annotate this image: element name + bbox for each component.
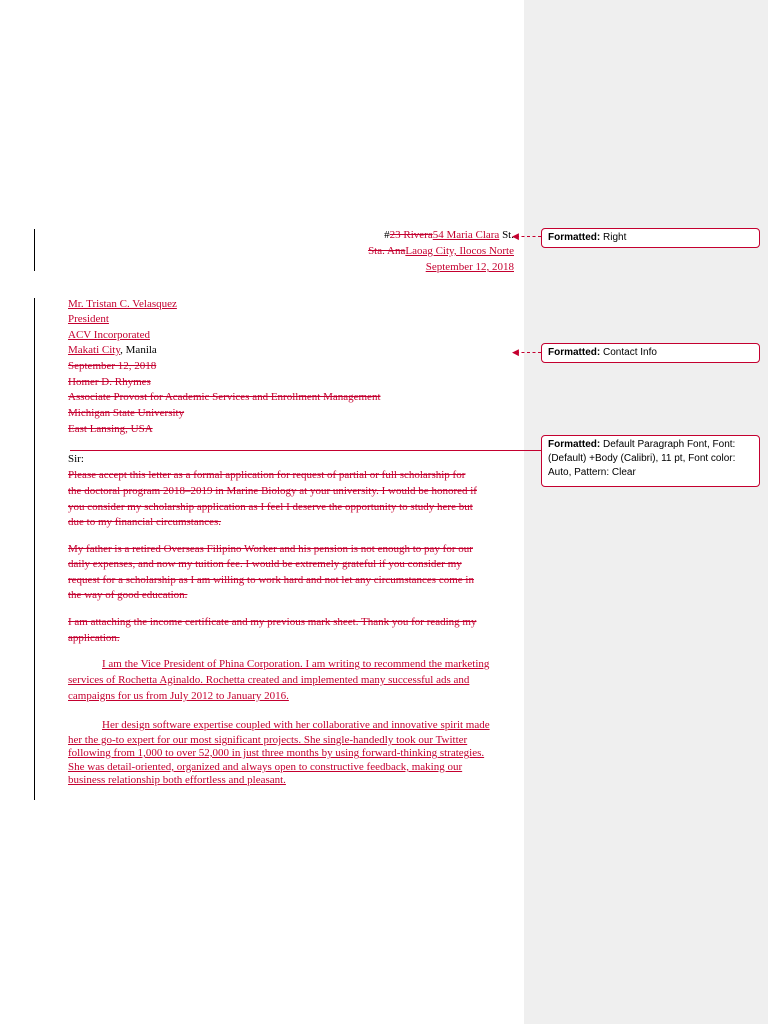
inserted-paragraph-line: I am the Vice President of Phina Corporation. I am writing to recommend the marketing xyxy=(102,658,490,670)
anchor-arrow-icon: ◀ xyxy=(512,231,519,241)
deleted-recipient-city: East Lansing, USA xyxy=(68,423,153,435)
deleted-paragraph-line: you consider my scholarship application as I feel I deserve the opportunity to study here but xyxy=(68,501,473,513)
deleted-recipient-name: Homer D. Rhymes xyxy=(68,376,151,388)
deleted-recipient-title: Associate Provost for Academic Services and Enrollment Management xyxy=(68,391,381,403)
deleted-paragraph-line: request for a scholarship as I am willing to work hard and not let any circumstances come in xyxy=(68,574,474,586)
balloon-connector xyxy=(516,236,541,237)
deleted-date: September 12, 2018 xyxy=(68,360,157,372)
deleted-paragraph-line: Please accept this letter as a formal application for request of partial or full scholarship for xyxy=(68,469,466,481)
deleted-recipient-org: Michigan State University xyxy=(68,407,185,419)
deleted-paragraph-line: My father is a retired Overseas Filipino Worker and his pension is not enough to pay for our xyxy=(68,543,473,555)
recipient-title: President xyxy=(68,313,109,325)
inserted-paragraph-line: her the go-to expert for our most significant projects. She single-handedly took our Twitter xyxy=(68,734,468,746)
deleted-paragraph-line: the doctoral program 2018–2019 in Marine Biology at your university. I would be honored if xyxy=(68,485,477,497)
recipient-name: Mr. Tristan C. Velasquez xyxy=(68,298,177,310)
inserted-paragraph-line: Her design software expertise coupled with her collaborative and innovative spirit made xyxy=(102,719,490,731)
deleted-paragraph-line: due to my financial circumstances. xyxy=(68,516,222,528)
address-line-1: #23 Rivera54 Maria Clara St. xyxy=(384,229,514,241)
change-bar xyxy=(34,298,35,800)
change-bar xyxy=(34,229,35,271)
deleted-paragraph-line: application. xyxy=(68,632,120,644)
inserted-paragraph-line: She was detail-oriented, organized and always open to constructive feedback, making our xyxy=(68,761,463,773)
balloon-connector xyxy=(70,450,541,451)
anchor-arrow-icon: ◀ xyxy=(512,347,519,357)
balloon-connector xyxy=(516,352,541,353)
inserted-paragraph-line: following from 1,000 to over 52,000 in just three months by using forward-thinking strategies. xyxy=(68,747,485,759)
markup-pane xyxy=(524,0,768,1024)
formatting-balloon[interactable]: Formatted: Contact Info xyxy=(541,343,760,363)
address-line-2: Sta. AnaLaoag City, Ilocos Norte xyxy=(368,245,514,257)
recipient-city: Makati City, Manila xyxy=(68,344,157,356)
inserted-paragraph-line: business relationship both effortless and pleasant. xyxy=(68,774,286,786)
formatting-balloon[interactable]: Formatted: Right xyxy=(541,228,760,248)
recipient-company: ACV Incorporated xyxy=(68,329,150,341)
formatting-balloon[interactable]: Formatted: Default Paragraph Font, Font: (Default) +Body (Calibri), 11 pt, Font color: Auto, Pattern: Clear xyxy=(541,435,760,487)
deleted-paragraph-line: I am attaching the income certificate and my previous mark sheet. Thank you for reading my xyxy=(68,616,477,628)
deleted-paragraph-line: the way of good education. xyxy=(68,589,188,601)
address-date: September 12, 2018 xyxy=(425,261,514,273)
deleted-paragraph-line: daily expenses, and now my tuition fee. I would be extremely grateful if you consider my xyxy=(68,558,462,570)
inserted-paragraph-line: services of Rochetta Aginaldo. Rochetta created and implemented many successful ads and xyxy=(68,674,470,686)
salutation: Sir: xyxy=(68,453,84,465)
inserted-paragraph-line: campaigns for us from July 2012 to January 2016. xyxy=(68,690,289,702)
